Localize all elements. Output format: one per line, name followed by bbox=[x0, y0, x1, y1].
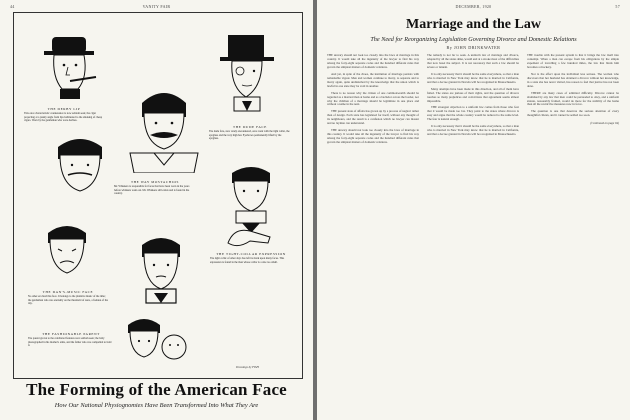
paragraph: Many attempts have been made in this direction, and all of them have failed. The states are jealous of their rights, and the question of divorce touches so many prejudices and convictions that agreement seems almost impossible. bbox=[427, 86, 519, 103]
paragraph: THE unwary should not look too closely into the laws of marriage in this country. It would take all the ingenuity of the lawyer to find his way among the forty-eight separate codes and the hundred different rules that govern the simplest matters of domestic relations. bbox=[327, 54, 419, 69]
right-folio: 57 bbox=[615, 4, 620, 9]
article-subtitle: The Need for Reorganizing Legislation Governing Divorce and Domestic Relations bbox=[370, 36, 577, 43]
whiskers-face-illustration bbox=[124, 83, 204, 173]
article-column-1 bbox=[327, 54, 419, 412]
caption-derby: THE DERBY LIP This once characteristic countenance is now seldom seen; the cigar projecting at a jaunty angle from lips habituated to the smoking of cheap cigars. Worn by the gentleman who wore derbies. bbox=[24, 107, 103, 122]
paragraph: There is no reason why the citizen of one commonwealth should be regarded as a married man at home and as a bachelor across the border, nor why the children of a marriage should be legitimate in one place and without a name in the next. bbox=[327, 90, 419, 107]
artist-signature: Drawings by FISH bbox=[236, 365, 259, 369]
paragraph: THE unwary should not look too closely into the laws of marriage in this country. It would take all the ingenuity of the lawyer to find his way among the forty-eight separate codes and the hundred different rules that govern the simplest matters of domestic relations. bbox=[327, 128, 419, 145]
illustration-frame bbox=[13, 12, 303, 379]
paragraph: THERE are many cases of admitted difficulty. Divorce cannot be abolished by any law that men could be persuaded to obey, and a uniform statute, reasonably framed, would do more for the stability of the home than all the restrictive measures now in force. bbox=[527, 90, 619, 107]
tight-collar-face-illustration bbox=[126, 231, 196, 311]
sad-face-illustration bbox=[36, 223, 98, 285]
paragraph: It is only necessary that it should be the same everywhere, so that a man who is married in New York may know that he is married in California, and that a decree granted in Nevada will be recognized in Massachusetts. bbox=[427, 124, 519, 137]
left-page bbox=[0, 0, 313, 420]
paragraph: The remedy is not far to seek. A uniform law of marriage and divorce, adopted by all the states alike, would end at a stroke most of the difficulties that now beset the subject. It is not necessary that such a law should be severe or lenient. bbox=[427, 54, 519, 69]
article-title: Marriage and the Law bbox=[406, 17, 541, 32]
paragraph: THE present state of affairs has grown up by a process of neglect rather than of design. Each state has legislated for itself, without any thought of its neighbours, and the result is a confusion which no lawyer can master and no layman can understand. bbox=[327, 109, 419, 126]
paragraph: THE strongest objection to a uniform law comes from those who fear that it would be made too lax. They point to the states where divorce is easy and argue that the whole country would be reduced to the same level. The fear is natural enough. bbox=[427, 105, 519, 122]
caption-tight-collar: THE TIGHT-COLLAR EXPRESSION The tight collar of other days has left its mark upon many faces. This expression is found in the man whose collar is a size too small. bbox=[210, 252, 286, 264]
caption-sad: THE DAN'S-MUSIC FACE No other era bred this face. It belongs to the plaintive music of the time; the gentleman who was eternally on the threshold of tears, a fashion of the day. bbox=[28, 290, 109, 305]
paragraph: And yet, in spite of the chaos, the institution of marriage persists with remarkable vigour. Men and women continue to marry, to separate and to marry again, quite undisturbed by the knowledge that the union which is lawful in one state may be void in another. bbox=[327, 71, 419, 88]
paragraph: THE trouble with the present system is that it brings the law itself into contempt. When a man can escape from his obligations by the simple expedient of travelling a few hundred miles, the law that binds him becomes a mockery. bbox=[527, 54, 619, 69]
left-folio: 44 bbox=[10, 4, 15, 9]
article-column-3 bbox=[527, 54, 619, 412]
mustache-face-illustration bbox=[50, 133, 110, 203]
article-byline: By JOHN DRINKWATER bbox=[446, 45, 501, 50]
right-running-head: DECEMBER, 1920 bbox=[455, 4, 492, 9]
left-running-head: VANITY FAIR bbox=[142, 4, 171, 9]
caption-dude: THE DUDE FACE The dude face, now rarely encountered, once went with the tight collar, the eyeglass and the very high hat. Eyebrows permanently lifted by the eyeglass. bbox=[209, 125, 290, 140]
paragraph: Nor is the effect upon the individual less serious. The woman who discovers that her husband has obtained a divorce without her knowledge, in a state she has never visited, has reason to feel that justice has not been done. bbox=[527, 71, 619, 88]
derby-face-illustration bbox=[34, 33, 104, 103]
left-page-subtitle: How Our National Physiognomies Have Been Transformed Into What They Are bbox=[54, 402, 259, 409]
article-column-2 bbox=[427, 54, 519, 412]
left-page-title: The Forming of the American Face bbox=[26, 380, 287, 399]
caption-whiskers: THE WAY MOSTACHIOS Mr. Whiskers is responsible for faces that have been worn in the years before whiskers went out. Mr. Whiskers still exists and is found in the country. bbox=[114, 180, 190, 195]
paragraph: It is only necessary that it should be the same everywhere, so that a man who is married in New York may know that he is married in California, and that a decree granted in Nevada will be recognized in Massachusetts. bbox=[427, 71, 519, 84]
paragraph: The question is one that deserves the serious attention of every thoughtful citizen, and it cannot be settled too soon. bbox=[527, 109, 619, 118]
right-page bbox=[317, 0, 630, 420]
hand-illustration bbox=[224, 223, 274, 251]
caption-parent: THE FASHIONABLE PARENT The parent grown to the celebrated features now seldom seen; the baby photographed in his mother's arms, and the father who was compelled to hold it. bbox=[28, 332, 112, 347]
continued-notice: (Continued on page 94) bbox=[590, 121, 619, 126]
parent-illustration bbox=[118, 313, 194, 367]
dude-face-illustration bbox=[212, 35, 282, 123]
